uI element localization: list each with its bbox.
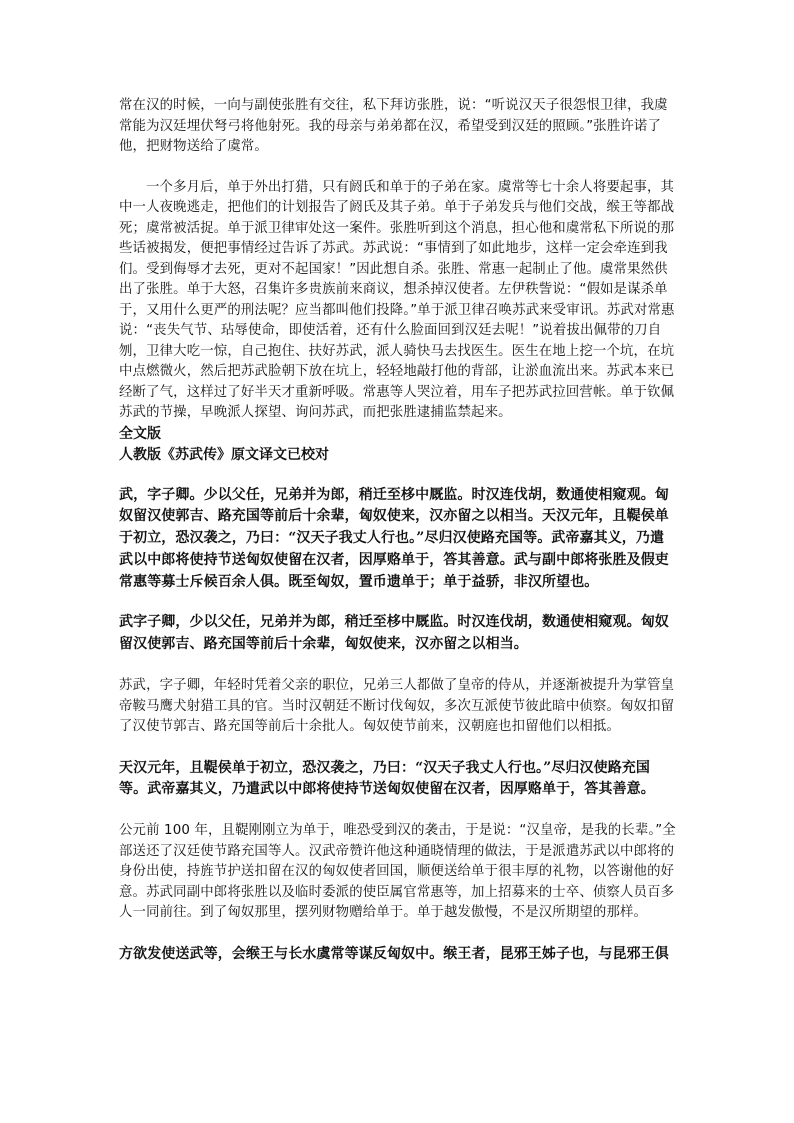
translation-paragraph: 一个多月后，单于外出打猎，只有阏氏和单于的子弟在家。虞常等七十余人将要起事，其中一人夜晚逃走，把他们的计划报告了阏氏及其子弟。单于子弟发兵与他们交战，缑王等都战死；虞常被活捉。单于派卫律审处这一案件。张胜听到这个消息，担心他和虞常私下所说的那些话被揭发，便把事情经过告诉了苏武。苏武说：“事情到了如此地步，这样一定会牵连到我们。受到侮辱才去死，更对不起国家！”因此想自杀。张胜、常惠一起制止了他。虞常果然供出了张胜。单于大怒，召集许多贵族前来商议，想杀掉汉使者。左伊秩訾说：“假如是谋杀单于，又用什么更严的刑法呢？应当都叫他们投降。”单于派卫律召唤苏武来受审讯。苏武对常惠说：“丧失气节、玷辱使命，即使活着，还有什么脸面回到汉廷去呢！”说着拔出佩带的刀自刎，卫律大吃一惊，自己抱住、扶好苏武，派人骑快马去找医生。医生在地上挖一个坑，在坑中点燃微火，然后把苏武脸朝下放在坑上，轻轻地敲打他的背部，让淤血流出来。苏武本来已经断了气，这样过了好半天才重新呼吸。常惠等人哭泣着，用车子把苏武拉回营帐。单于钦佩苏武的节操，早晚派人探望、询问苏武，而把张胜逮捕监禁起来。	[119, 179, 675, 420]
original-text-paragraph: 天汉元年，且鞮侯单于初立，恐汉袭之，乃曰：“汉天子我丈人行也。”尽归汉使路充国等。武帝嘉其义，乃遣武以中郎将使持节送匈奴使留在汉者，因厚赂单于，答其善意。	[119, 759, 655, 798]
paragraph-gap	[119, 593, 677, 612]
translation-paragraph: 常在汉的时候，一向与副使张胜有交往，私下拜访张胜，说：“听说汉天子很怨恨卫律，我虞常能为汉廷埋伏弩弓将他射死。我的母亲与弟弟都在汉，希望受到汉廷的照顾。”张胜许诺了他，把财物送给了虞常。	[119, 98, 668, 154]
translation-paragraph: 公元前 100 年，且鞮刚刚立为单于，唯恐受到汉的袭击，于是说：“汉皇帝，是我的长辈。”全部送还了汉廷使节路充国等人。汉武帝赞许他这种通晓情理的做法，于是派遣苏武以中郎将的身份出使，持旌节护送扣留在汉的匈奴使者回国，顺便送给单于很丰厚的礼物，以答谢他的好意。苏武同副中郎将张胜以及临时委派的使臣属官常惠等，加上招募来的士卒、侦察人员百多人一同前往。到了匈奴那里，摆列财物赠给单于。单于越发傲慢，不是汉所期望的那样。	[119, 823, 676, 921]
paragraph-gap	[119, 924, 677, 944]
original-text-paragraph: 武字子卿，少以父任，兄弟并为郎，稍迁至栘中厩监。时汉连伐胡，数通使相窥观。匈奴留汉使郭吉、路充国等前后十余辈，匈奴使来，汉亦留之以相当。	[119, 614, 669, 653]
paragraph-gap	[119, 466, 677, 485]
paragraph-gap	[119, 738, 677, 758]
section-heading: 全文版	[119, 425, 161, 442]
document-page	[119, 96, 677, 965]
original-text-paragraph: 方欲发使送武等，会缑王与长水虞常等谋反匈奴中。缑王者，昆邪王姊子也，与昆邪王俱	[119, 945, 669, 962]
document-title: 人教版《苏武传》原文译文已校对	[119, 446, 329, 463]
translation-paragraph: 苏武，字子卿，年轻时凭着父亲的职位，兄弟三人都做了皇帝的侍从，并逐渐被提升为掌管皇帝鞍马鹰犬射猎工具的官。当时汉朝廷不断讨伐匈奴，多次互派使节彼此暗中侦察。匈奴扣留了汉使节郭吉、路充国等前后十余批人。匈奴使节前来，汉朝庭也扣留他们以相抵。	[119, 678, 675, 735]
paragraph-gap	[119, 656, 677, 676]
original-text-paragraph: 武，字子卿。少以父任，兄弟并为郎，稍迁至栘中厩监。时汉连伐胡，数通使相窥观。匈奴留汉使郭吉、路充国等前后十余辈，匈奴使来，汉亦留之以相当。天汉元年，且鞮侯单于初立，恐汉袭之，乃曰：“汉天子我丈人行也。”尽归汉使路充国等。武帝嘉其义，乃遣武以中郎将使持节送匈奴使留在汉者，因厚赂单于，答其善意。武与副中郎将张胜及假吏常惠等募士斥候百余人俱。既至匈奴，置币遗单于；单于益骄，非汉所望也。	[119, 486, 669, 590]
paragraph-gap	[119, 158, 677, 178]
paragraph-gap	[119, 801, 677, 821]
